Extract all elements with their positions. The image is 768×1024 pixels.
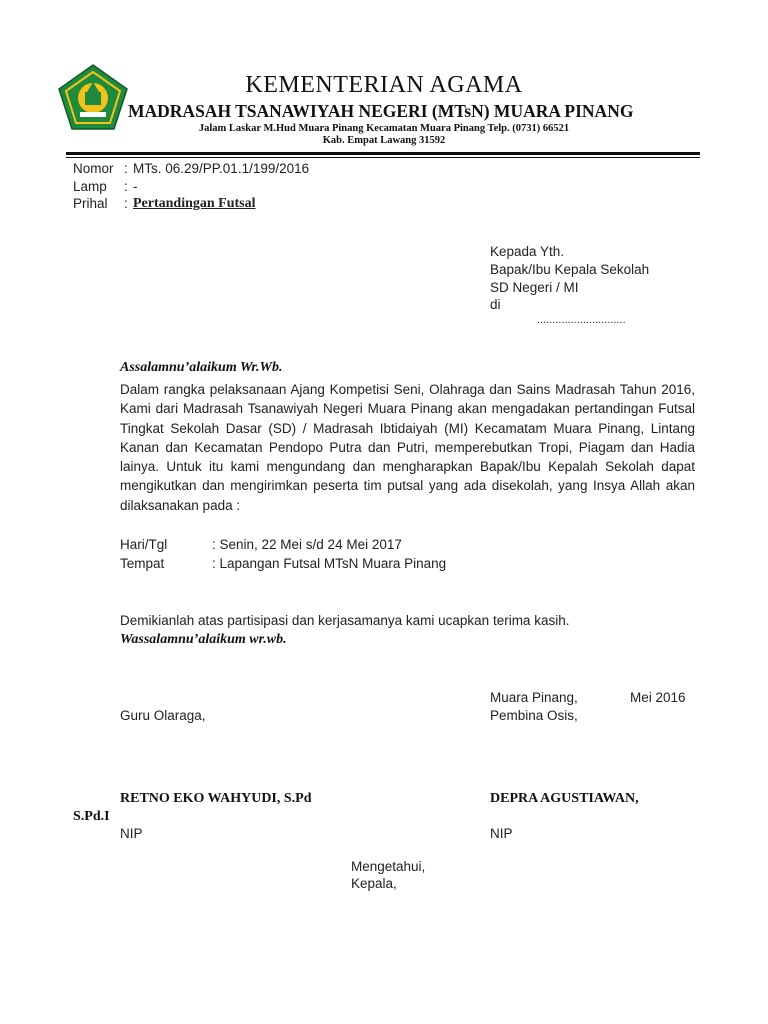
nomor-value: MTs. 06.29/PP.01.1/199/2016	[133, 161, 310, 176]
schedule-place-label: Tempat	[120, 556, 165, 571]
recipient-line-2: Bapak/Ibu Kepala Sekolah	[490, 262, 650, 277]
meta-prihal	[0, 196, 768, 216]
recipient-line-5: .............................	[537, 314, 626, 326]
nomor-separator: :	[124, 161, 128, 176]
signature-date: Mei 2016	[630, 690, 686, 705]
recipient-line-3: SD Negeri / MI	[490, 280, 579, 295]
lamp-value: -	[133, 179, 138, 194]
closing-text: Demikianlah atas partisipasi dan kerjasamanya kami ucapkan terima kasih.	[120, 613, 570, 628]
right-signer-nip: NIP	[490, 826, 513, 841]
letterhead-rule-thick	[66, 152, 700, 155]
prihal-value: Pertandingan Futsal	[133, 196, 256, 211]
school-name: MADRASAH TSANAWIYAH NEGERI (MTsN) MUARA PINANG	[128, 101, 634, 121]
signature-place: Muara Pinang,	[490, 690, 578, 705]
schedule-place-value: : Lapangan Futsal MTsN Muara Pinang	[212, 556, 447, 571]
school-district: Kab. Empat Lawang 31592	[322, 135, 446, 146]
nomor-label: Nomor	[73, 161, 114, 176]
recipient-line-4: di	[490, 297, 501, 312]
closing-farewell: Wassalamnu’alaikum wr.wb.	[120, 632, 287, 647]
schedule-day-label: Hari/Tgl	[120, 537, 168, 552]
prihal-separator: :	[124, 196, 128, 211]
schedule-day-value: : Senin, 22 Mei s/d 24 Mei 2017	[212, 537, 402, 552]
lamp-separator: :	[124, 179, 128, 194]
acknowledged-label: Mengetahui,	[351, 859, 426, 874]
left-signer-name: RETNO EKO WAHYUDI, S.Pd	[120, 791, 312, 806]
meta-nomor	[0, 161, 768, 181]
greeting: Assalamnu’alaikum Wr.Wb.	[120, 360, 283, 375]
letterhead-rule-thin	[66, 157, 700, 158]
recipient-line-1: Kepada Yth.	[490, 244, 565, 259]
body-paragraph: Dalam rangka pelaksanaan Ajang Kompetisi Seni, Olahraga dan Sains Madrasah Tahun 2016, Kami dari Madrasah Tsanawiyah Negeri Muara Pinang akan mengadakan pertandingan Futsal Tingkat Sekolah Dasar (SD) / Madrasah Ibtidaiyah (MI) Kecamatam Muara Pinang, Lintang Kanan dan Kecamatan Pendopo Putra dan Putri, memperebutkan Tropi, Piagam dan Hadia lainya. Untuk itu kami mengundang dan mengharapkan Bapak/Ibu Kepalah Sekolah dapat mengikutkan dan mengirimkan peserta tim putsal yang ada disekolah, yang Insya Allah akan dilaksanakan pada :	[120, 382, 695, 513]
prihal-label: Prihal	[73, 196, 108, 211]
left-signer-name-suffix: S.Pd.I	[73, 809, 110, 824]
left-signer-role: Guru Olaraga,	[120, 708, 206, 723]
lamp-label: Lamp	[73, 179, 107, 194]
right-signer-role: Pembina Osis,	[490, 708, 578, 723]
ministry-title: KEMENTERIAN AGAMA	[245, 72, 523, 98]
head-role: Kepala,	[351, 876, 397, 891]
left-signer-nip: NIP	[120, 826, 143, 841]
school-address: Jalam Laskar M.Hud Muara Pinang Kecamatan Muara Pinang Telp. (0731) 66521	[198, 123, 570, 134]
right-signer-name: DEPRA AGUSTIAWAN,	[490, 791, 639, 806]
